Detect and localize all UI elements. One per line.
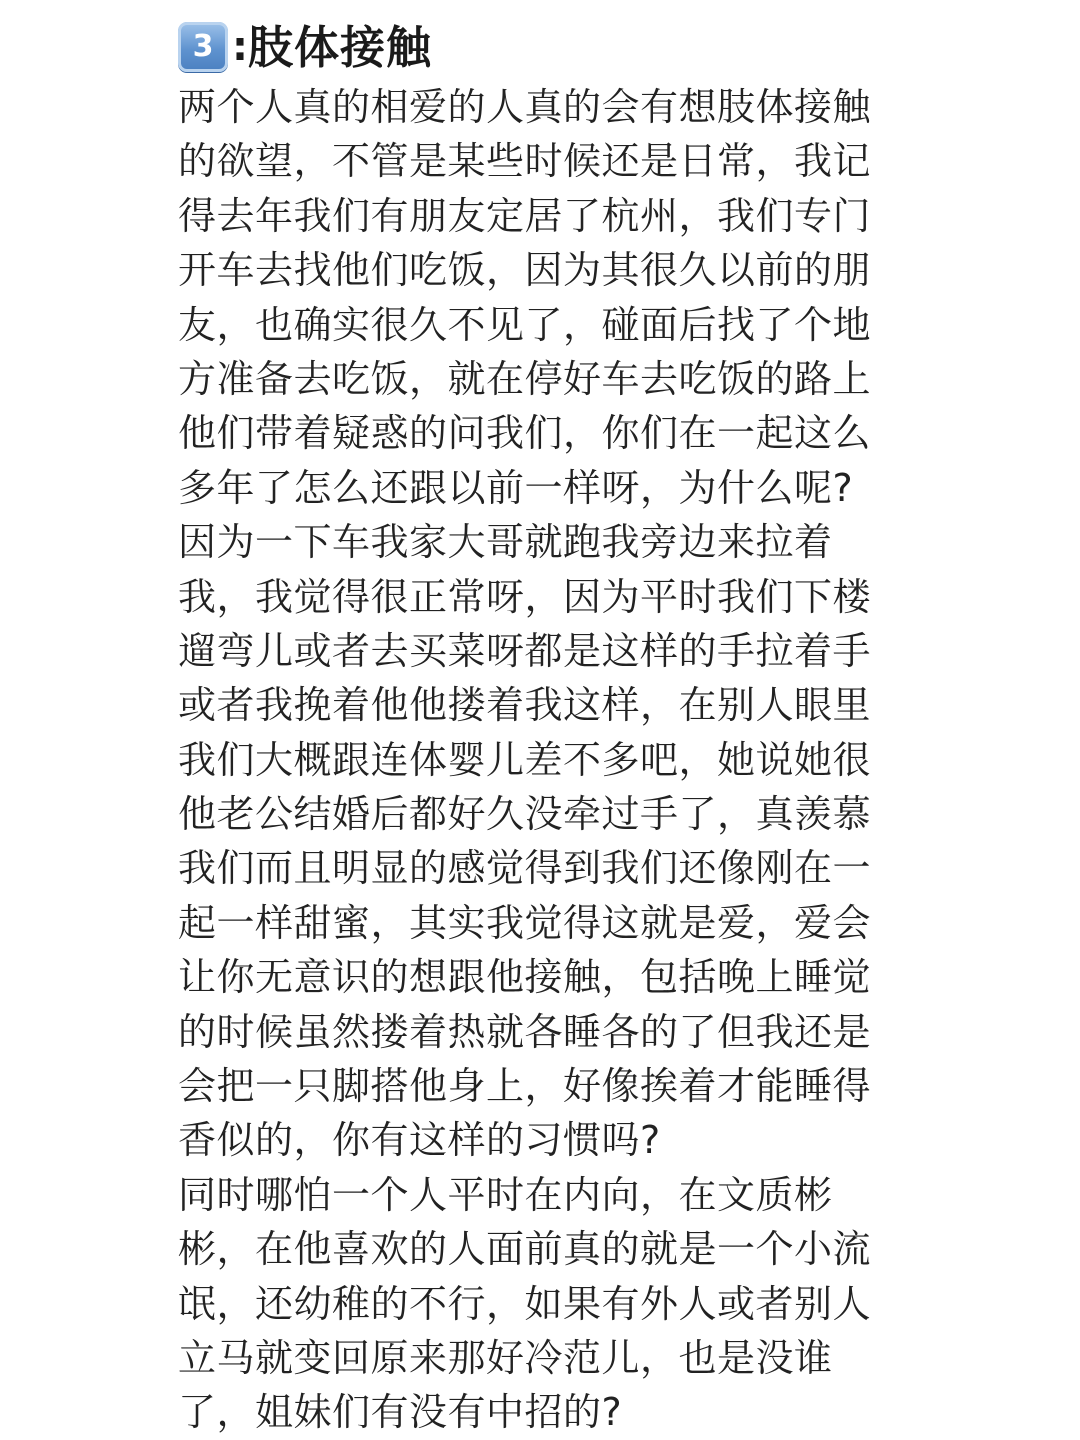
text-line: 遛弯儿或者去买菜呀都是这样的手拉着手	[178, 628, 872, 673]
text-line: 香似的，你有这样的习惯吗?	[178, 1118, 661, 1163]
keycap-number: 3	[192, 29, 214, 64]
text-line: 得去年我们有朋友定居了杭州，我们专门	[178, 193, 872, 238]
text-line: 起一样甜蜜，其实我觉得这就是爱，爱会	[178, 900, 872, 945]
text-line: 的时候虽然搂着热就各睡各的了但我还是	[178, 1009, 872, 1054]
text-line: 的欲望，不管是某些时候还是日常，我记	[178, 139, 872, 184]
heading-title: 肢体接触	[248, 20, 433, 74]
text-line: 方准备去吃饭，就在停好车去吃饭的路上	[178, 356, 872, 401]
text-line: 让你无意识的想跟他接触，包括晚上睡觉	[178, 955, 872, 1000]
text-line: 开车去找他们吃饭，因为其很久以前的朋	[178, 248, 872, 293]
heading-separator: :	[232, 24, 248, 70]
article	[178, 14, 878, 1440]
text-line: 同时哪怕一个人平时在内向，在文质彬	[178, 1172, 833, 1217]
body-text	[178, 80, 878, 1440]
keycap-digit-three-icon	[178, 22, 228, 72]
text-line: 我们大概跟连体婴儿差不多吧，她说她很	[178, 737, 872, 782]
text-line: 两个人真的相爱的人真的会有想肢体接触	[178, 85, 872, 129]
text-line: 或者我挽着他他搂着我这样，在别人眼里	[178, 683, 872, 728]
text-line: 多年了怎么还跟以前一样呀，为什么呢?	[178, 465, 854, 510]
text-line: 了，姐妹们有没有中招的?	[178, 1390, 623, 1435]
text-line: 他们带着疑惑的问我们，你们在一起这么	[178, 411, 872, 456]
text-line: 立马就变回原来那好冷范儿，也是没谁	[178, 1335, 833, 1380]
section-heading	[178, 14, 878, 80]
text-line: 彬，在他喜欢的人面前真的就是一个小流	[178, 1227, 872, 1272]
text-line: 他老公结婚后都好久没牵过手了，真羡慕	[178, 792, 872, 837]
text-line: 我们而且明显的感觉得到我们还像刚在一	[178, 846, 872, 891]
text-line: 会把一只脚搭他身上，好像挨着才能睡得	[178, 1064, 872, 1109]
text-line: 因为一下车我家大哥就跑我旁边来拉着	[178, 520, 833, 565]
text-line: 氓，还幼稚的不行，如果有外人或者别人	[178, 1281, 872, 1326]
text-line: 我，我觉得很正常呀，因为平时我们下楼	[178, 574, 872, 619]
text-line: 友，也确实很久不见了，碰面后找了个地	[178, 302, 872, 347]
